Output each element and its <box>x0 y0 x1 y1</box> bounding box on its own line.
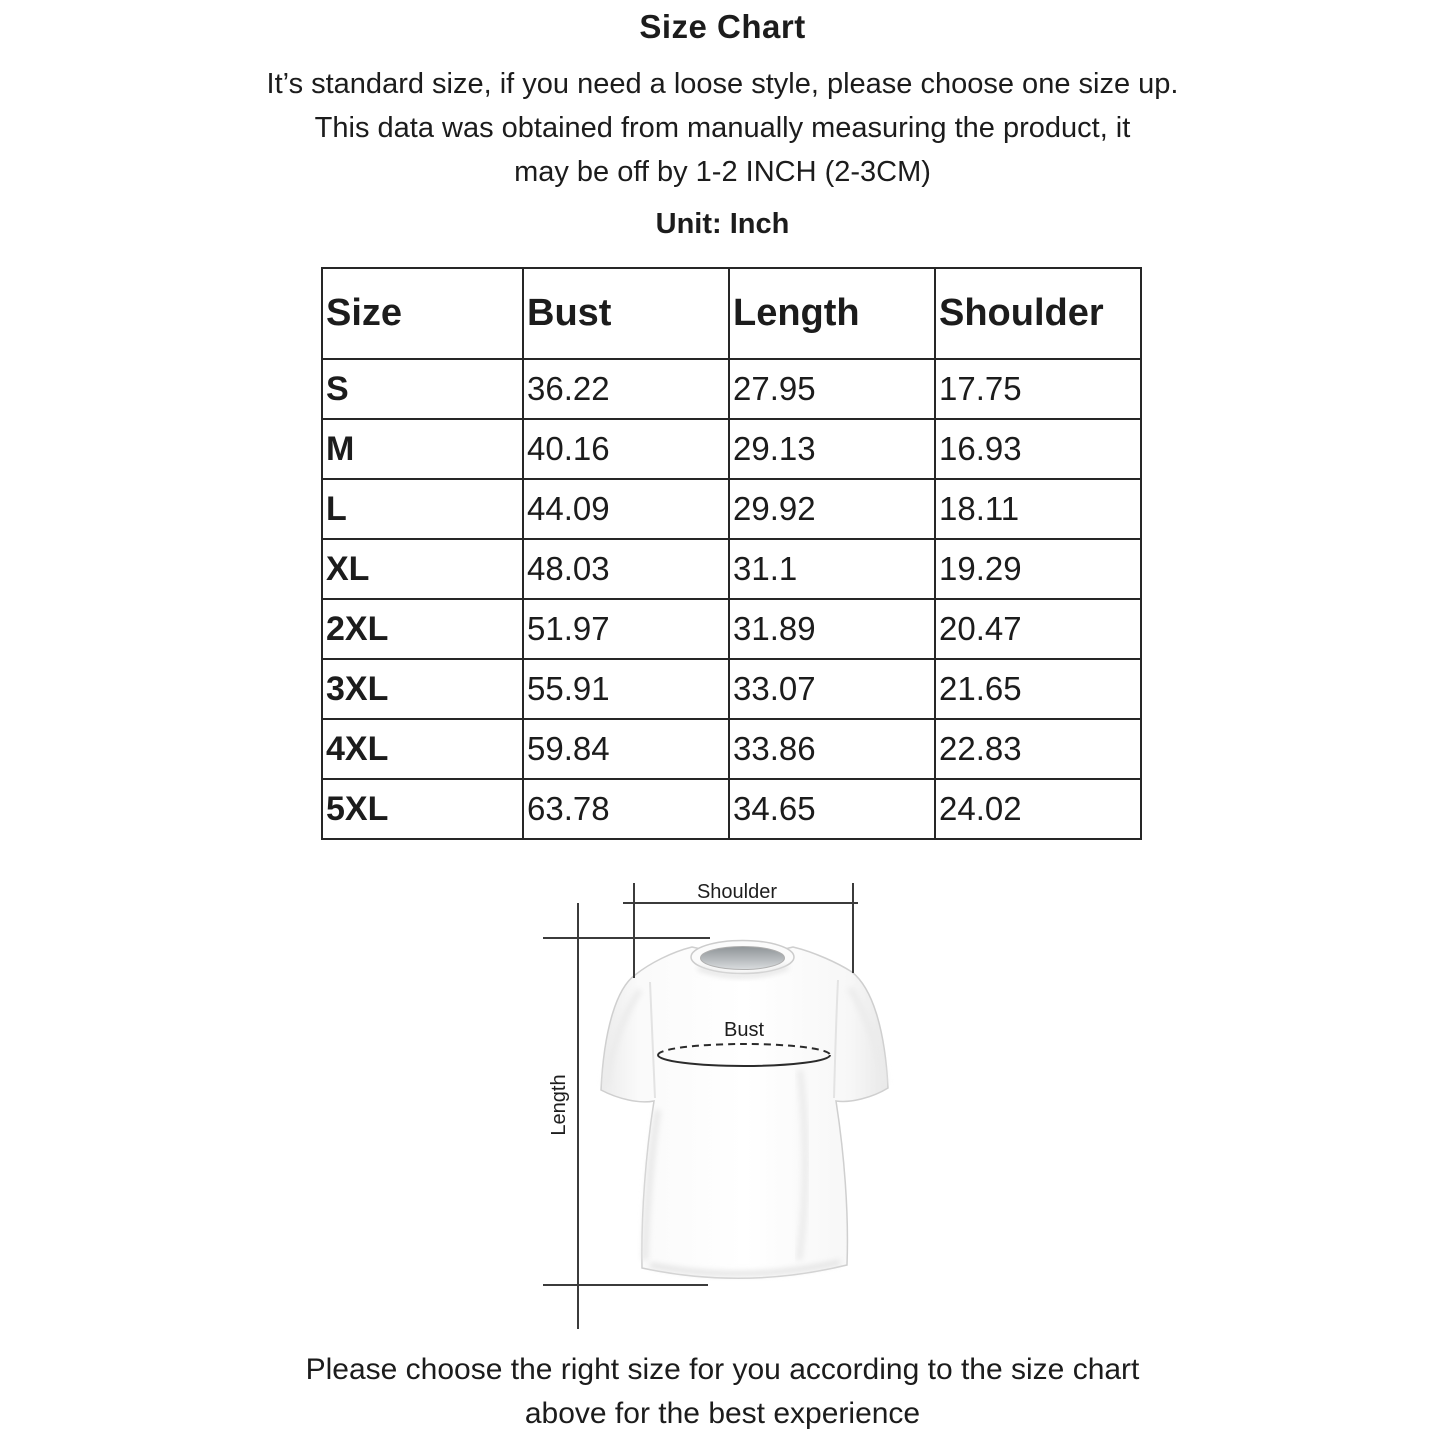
cell-bust: 48.03 <box>523 539 729 599</box>
size-note-line-1: It’s standard size, if you need a loose style, please choose one size up. <box>266 68 1179 100</box>
table-row <box>322 719 1141 779</box>
cell-bust: 59.84 <box>523 719 729 779</box>
column-header-shoulder: Shoulder <box>935 268 1141 359</box>
bust-label: Bust <box>723 1019 765 1041</box>
cell-bust: 63.78 <box>523 779 729 839</box>
size-table <box>321 267 1142 840</box>
footer-note <box>0 1348 1445 1436</box>
cell-length: 33.86 <box>729 719 935 779</box>
cell-size: L <box>322 479 523 539</box>
cell-length: 27.95 <box>729 359 935 419</box>
cell-length: 34.65 <box>729 779 935 839</box>
cell-bust: 36.22 <box>523 359 729 419</box>
cell-shoulder: 18.11 <box>935 479 1141 539</box>
length-label: Length <box>548 1074 570 1136</box>
size-note <box>0 62 1445 194</box>
table-row <box>322 419 1141 479</box>
size-note-line-2: This data was obtained from manually measuring the product, it <box>314 112 1131 144</box>
table-row <box>322 599 1141 659</box>
table-header-row <box>322 268 1141 359</box>
cell-length: 29.92 <box>729 479 935 539</box>
cell-bust: 51.97 <box>523 599 729 659</box>
cell-size: 5XL <box>322 779 523 839</box>
column-header-bust: Bust <box>523 268 729 359</box>
cell-length: 33.07 <box>729 659 935 719</box>
page-title: Size Chart <box>639 8 806 45</box>
size-note-line-3: may be off by 1-2 INCH (2-3CM) <box>514 156 931 188</box>
cell-length: 29.13 <box>729 419 935 479</box>
cell-shoulder: 24.02 <box>935 779 1141 839</box>
cell-shoulder: 17.75 <box>935 359 1141 419</box>
cell-shoulder: 16.93 <box>935 419 1141 479</box>
tshirt-collar-opening <box>701 947 785 970</box>
cell-size: 4XL <box>322 719 523 779</box>
table-row <box>322 479 1141 539</box>
cell-size: 2XL <box>322 599 523 659</box>
table-row <box>322 359 1141 419</box>
table-row <box>322 539 1141 599</box>
footer-line-2: above for the best experience <box>524 1397 921 1430</box>
footer-line-1: Please choose the right size for you according to the size chart <box>305 1353 1140 1386</box>
cell-shoulder: 19.29 <box>935 539 1141 599</box>
cell-size: S <box>322 359 523 419</box>
table-row <box>322 659 1141 719</box>
cell-size: M <box>322 419 523 479</box>
column-header-size: Size <box>322 268 523 359</box>
cell-bust: 40.16 <box>523 419 729 479</box>
cell-bust: 55.91 <box>523 659 729 719</box>
cell-length: 31.89 <box>729 599 935 659</box>
cell-shoulder: 22.83 <box>935 719 1141 779</box>
cell-shoulder: 20.47 <box>935 599 1141 659</box>
table-row <box>322 779 1141 839</box>
shoulder-label: Shoulder <box>696 881 778 903</box>
cell-size: 3XL <box>322 659 523 719</box>
cell-bust: 44.09 <box>523 479 729 539</box>
cell-shoulder: 21.65 <box>935 659 1141 719</box>
column-header-length: Length <box>729 268 935 359</box>
cell-length: 31.1 <box>729 539 935 599</box>
cell-size: XL <box>322 539 523 599</box>
unit-label: Unit: Inch <box>655 208 790 240</box>
tshirt-size-diagram <box>500 860 960 1340</box>
